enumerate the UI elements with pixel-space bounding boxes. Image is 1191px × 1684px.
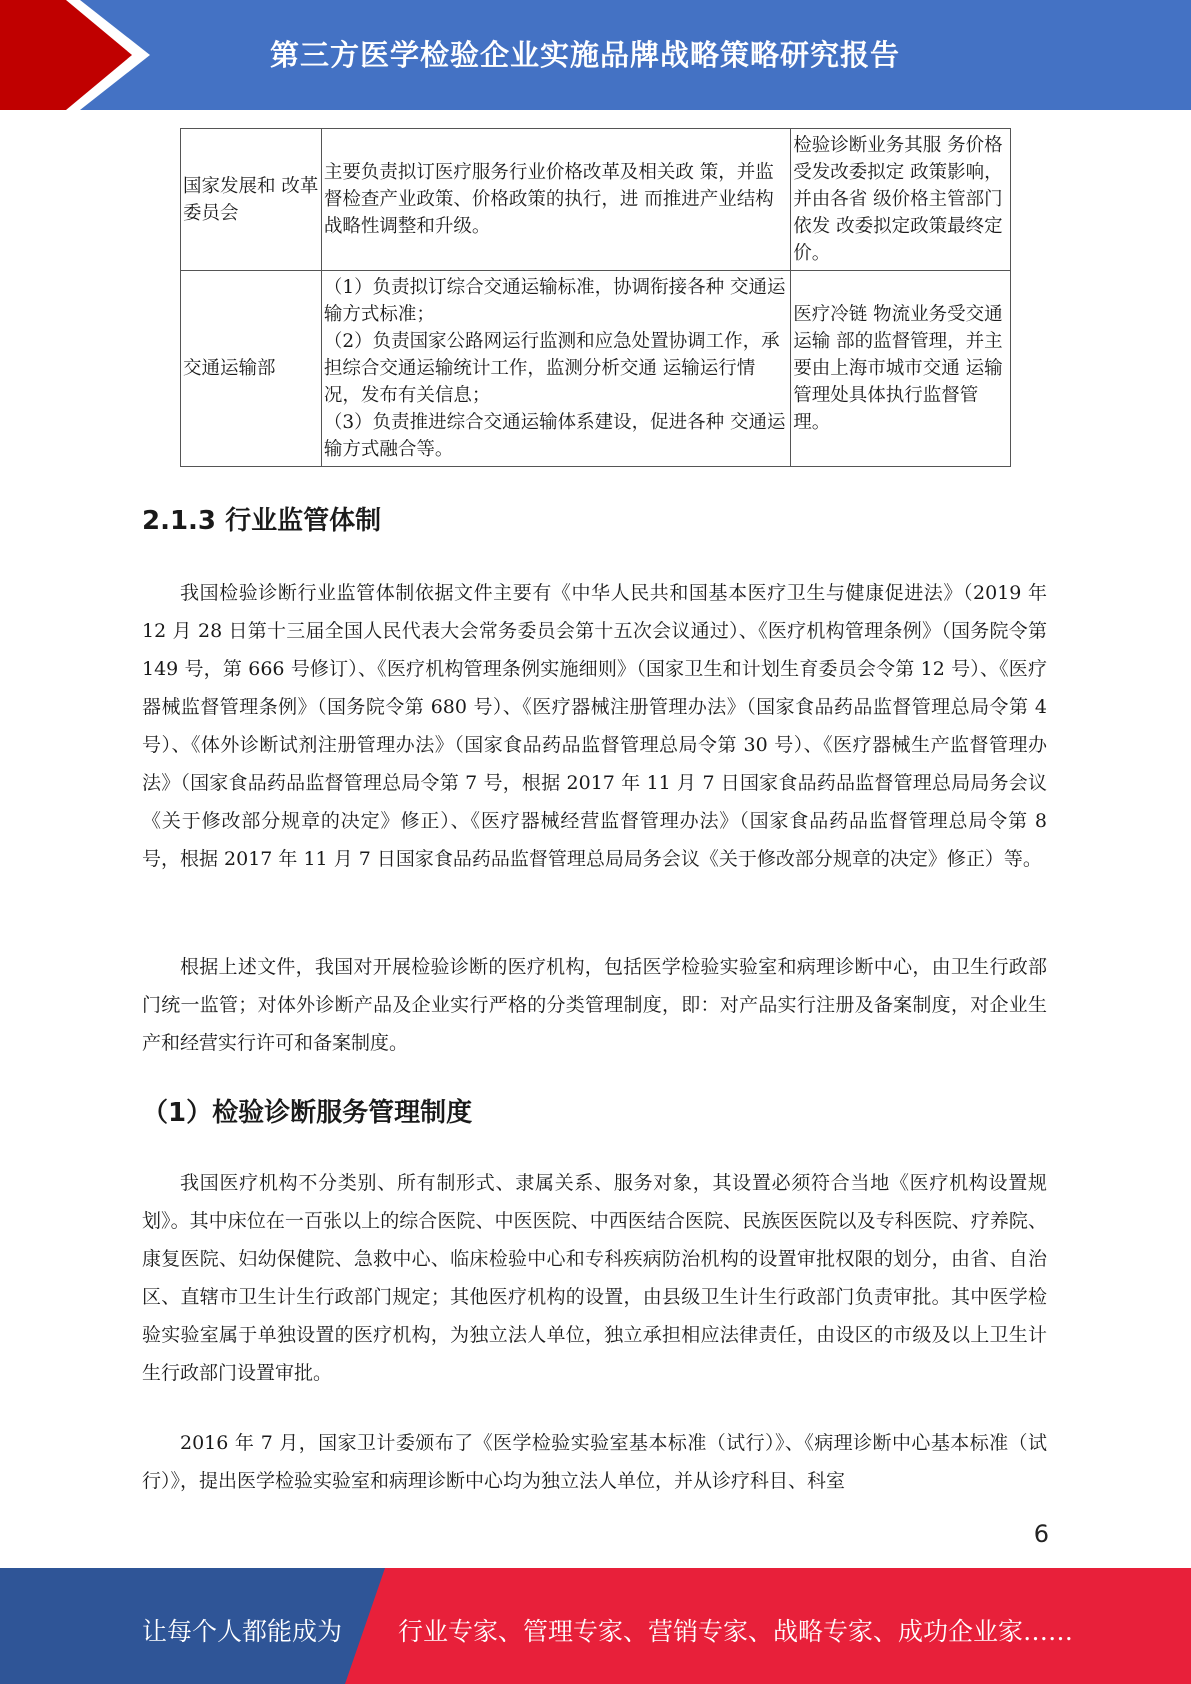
duty-cell: 主要负责拟订医疗服务行业价格改革及相关政 策，并监督检查产业政策、价格政策的执行，进 而推进产业结构战略性调整和升级。 [321,129,790,271]
section-heading: 2.1.3 行业监管体制 [142,506,382,536]
dept-cell: 国家发展和 改革委员会 [181,129,322,271]
footer-slogan-left: 让每个人都能成为 [142,1617,343,1646]
table-row [181,129,1011,271]
header-arrow-decoration [0,0,160,110]
paragraph: 我国检验诊断行业监管体制依据文件主要有《中华人民共和国基本医疗卫生与健康促进法》（2019 年 12 月 28 日第十三届全国人民代表大会常务委员会第十五次会议通过）、《医疗机构管理条例》（国务院令第 149 号，第 666 号修订）、《医疗机构管理条例实施细则》（国家卫生和计划生育委员会令第 12 号）、《医疗器械监督管理条例》（国务院令第 680 号）、《医疗器械注册管理办法》（国家食品药品监督管理总局令第 4 号）、《体外诊断试剂注册管理办法》（国家食品药品监督管理总局令第 30 号）、《医疗器械生产监督管理办法》（国家食品药品监督管理总局令第 7 号，根据 2017 年 11 月 7 日国家食品药品监督管理总局局务会议《关于修改部分规章的决定》修正）、《医疗器械经营监督管理办法》（国家食品药品监督管理总局令第 8 号，根据 2017 年 11 月 7 日国家食品药品监督管理总局局务会议《关于修改部分规章的决定》修正）等。 [142,582,1047,870]
duty-line: （3）负责推进综合交通运输体系建设，促进各种 交通运输方式融合等。 [323,412,786,460]
duty-line: （1）负责拟订综合交通运输标准，协调衔接各种 交通运输方式标准； [323,277,786,325]
paragraph: 根据上述文件，我国对开展检验诊断的医疗机构，包括医学检验实验室和病理诊断中心，由卫生行政部门统一监管；对体外诊断产品及企业实行严格的分类管理制度，即：对产品实行注册及备案制度，对企业生产和经营实行许可和备案制度。 [142,956,1047,1054]
table-row [181,271,1011,467]
duty-cell [321,271,790,467]
report-title: 第三方医学检验企业实施品牌战略策略研究报告 [270,38,901,72]
regulatory-table [180,128,1011,467]
paragraph: 2016 年 7 月，国家卫计委颁布了《医学检验实验室基本标准（试行）》、《病理诊断中心基本标准（试行）》，提出医学检验实验室和病理诊断中心均为独立法人单位，并从诊疗科目、科室 [142,1432,1047,1492]
page-number: 6 [1033,1520,1049,1548]
subsection-heading: （1）检验诊断服务管理制度 [142,1098,473,1128]
paragraph: 我国医疗机构不分类别、所有制形式、隶属关系、服务对象，其设置必须符合当地《医疗机构设置规划》。其中床位在一百张以上的综合医院、中医医院、中西医结合医院、民族医医院以及专科医院、疗养院、康复医院、妇幼保健院、急救中心、临床检验中心和专科疾病防治机构的设置审批权限的划分，由省、自治区、直辖市卫生计生行政部门规定；其他医疗机构的设置，由县级卫生计生行政部门负责审批。其中医学检验实验室属于单独设置的医疗机构，为独立法人单位，独立承担相应法律责任，由设区的市级及以上卫生计生行政部门设置审批。 [142,1172,1047,1384]
page-header [0,0,1191,110]
dept-cell: 交通运输部 [181,271,322,467]
footer-slogan-right: 行业专家、管理专家、营销专家、战略专家、成功企业家…… [398,1617,1074,1646]
page-footer [0,1568,1191,1684]
impact-cell: 检验诊断业务其服 务价格受发改委拟定 政策影响，并由各省 级价格主管部门依发 改委拟定政策最终定 价。 [791,129,1011,271]
impact-cell: 医疗冷链 物流业务受交通运输 部的监督管理，并主 要由上海市城市交通 运输管理处具体执行监督管理。 [791,271,1011,467]
duty-line: （2）负责国家公路网运行监测和应急处置协调工作，承担综合交通运输统计工作，监测分析交通 运输运行情况，发布有关信息； [323,331,780,406]
